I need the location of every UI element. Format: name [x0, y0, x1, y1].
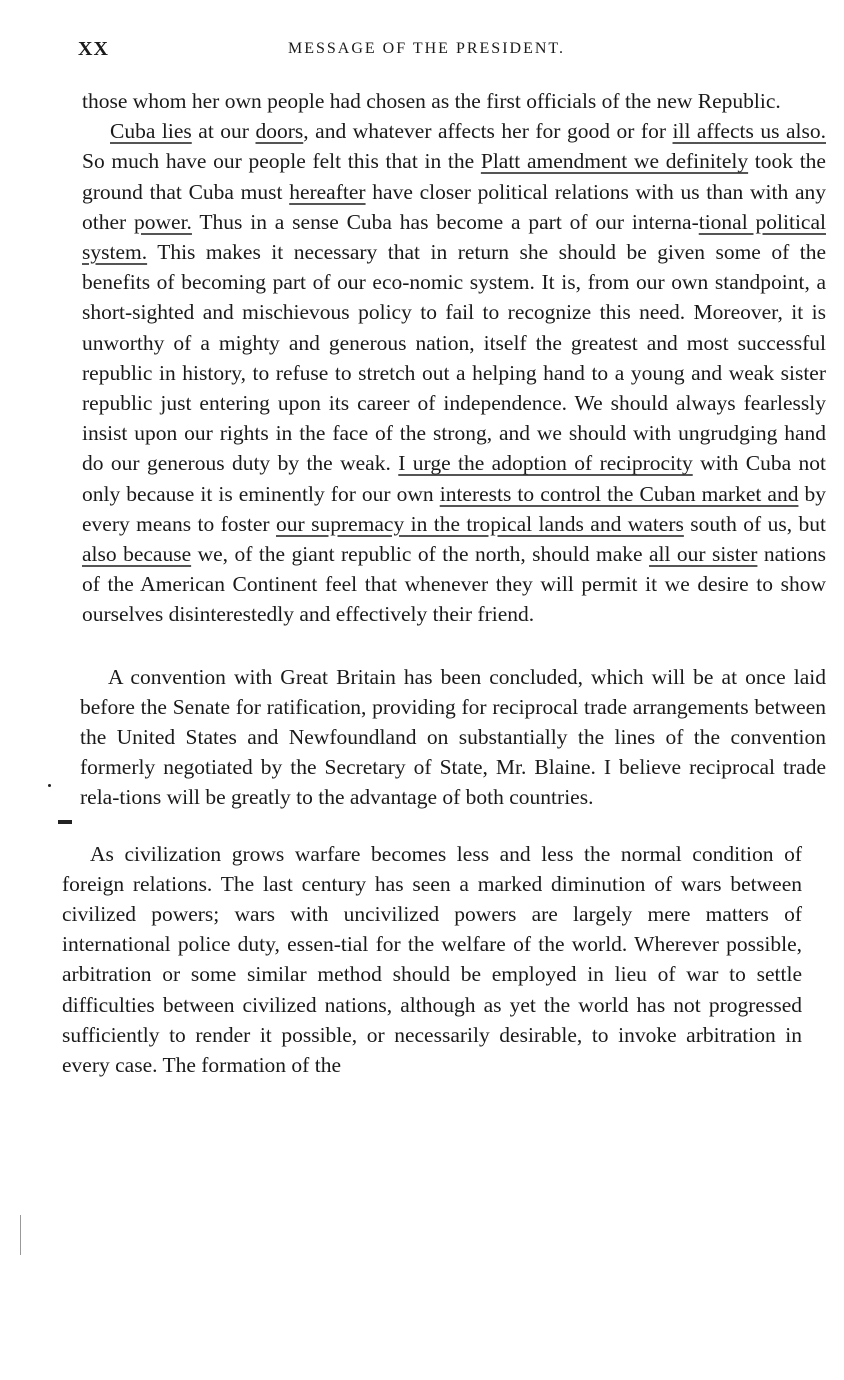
text-run: have closer political relations with us than with any other [82, 179, 826, 234]
underlined-text: ill affects us also. [672, 119, 826, 144]
text-run: took the ground that Cuba must [82, 149, 826, 204]
paragraph-civilization: As civilization grows warfare becomes less and less the normal condition of foreign relations. The last century has seen a marked diminution of wars between civilized powers; wars with uncivilized powers are largely mere matters of international police duty, essen-tial for the welfare of the world. Wherever possible, arbitration or some similar method should be employed in lieu of war to settle difficulties between civilized nations, although as yet the world has not progressed sufficiently to render it possible, or necessarily desirable, to invoke arbitration in every case. The formation of the [62, 841, 802, 1078]
underlined-text: power. [134, 209, 192, 234]
ink-mark [58, 820, 72, 824]
underlined-text: Platt amendment we definitely [480, 149, 749, 174]
underlined-text: Cuba lies [110, 119, 192, 144]
text-run: at our [191, 119, 256, 144]
text-run: south of us, but [683, 511, 826, 536]
paragraph-spacer [62, 630, 826, 662]
text-run: Thus in a sense Cuba has become a part of our interna- [191, 209, 699, 234]
text-run: by every means to foster [82, 481, 827, 536]
underlined-text: also because [82, 542, 192, 567]
paragraph-spacer [62, 813, 826, 839]
margin-mark [20, 1215, 21, 1255]
underlined-text: hereafter [289, 179, 366, 204]
underlined-text: I urge the adoption of reciprocity [398, 451, 693, 476]
text-run: , and whatever affects her for good or for [303, 119, 673, 144]
underlined-text: interests to control the Cuban market and [439, 481, 799, 506]
page-header [78, 38, 818, 68]
text-run: So much have our people felt this that in the [82, 149, 481, 174]
text-run: This makes it necessary that in return she should be given some of the benefits of becoming part of our eco-nomic system. It is, from our own standpoint, a short-sighted and mischievous policy to fail to recognize this need. Moreover, it is unworthy of a mighty and generous nation, itself the greatest and most successful republic in history, to refuse to stretch out a helping hand to a young and weak sister republic just entering upon its career of independence. We should always fearlessly insist upon our rights in the face of the strong, and we should with ungrudging hand do our generous duty by the weak. [82, 240, 826, 476]
page-body [62, 86, 826, 1080]
text-run: nations of the American Continent feel that whenever they will permit it we desire to show ourselves disinterestedly and effectively their friend. [82, 542, 826, 627]
text-run: we, of the giant republic of the north, should make [191, 542, 649, 567]
ink-dot [48, 784, 51, 787]
paragraph-convention: A convention with Great Britain has been concluded, which will be at once laid before the Senate for ratification, providing for reciprocal trade arrangements between the United States and Newfoundland on substantially the lines of the convention formerly negotiated by the Secretary of State, Mr. Blaine. I believe reciprocal trade rela-tions will be greatly to the advantage of both countries. [80, 664, 826, 810]
paragraph-cuba [62, 116, 826, 629]
underlined-text: doors [255, 119, 304, 144]
paragraph-continuation: those whom her own people had chosen as the first officials of the new Republic. [82, 89, 781, 113]
page-number: XX [78, 38, 109, 60]
underlined-text: tional political system. [82, 209, 826, 265]
text-run: with Cuba not only because it is eminently for our own [82, 451, 826, 506]
underlined-text: our supremacy in the tropical lands and waters [276, 511, 684, 536]
underlined-text: all our sister [648, 542, 758, 567]
running-head: MESSAGE OF THE PRESIDENT. [288, 40, 565, 57]
